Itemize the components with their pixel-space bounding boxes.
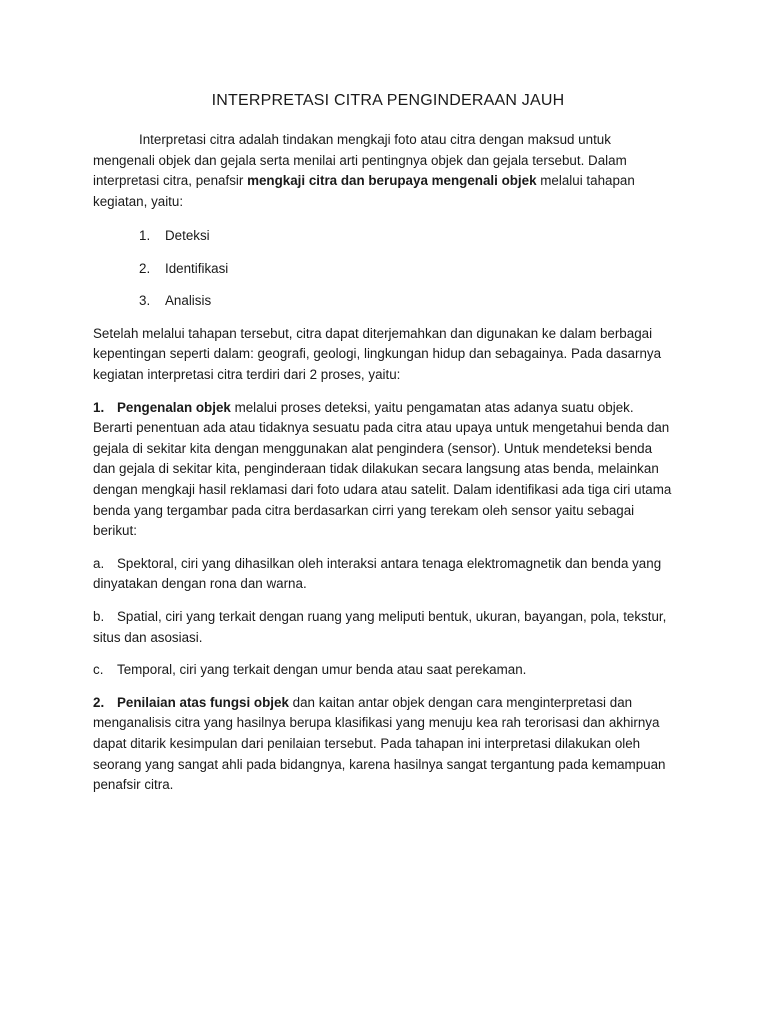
section-1-number: 1. xyxy=(93,399,105,415)
subitem-label: b. xyxy=(93,609,105,624)
intro-paragraph xyxy=(93,130,673,212)
subitem-label: c. xyxy=(93,662,104,678)
subitem-label: a. xyxy=(93,555,105,571)
step-number: 3. xyxy=(139,293,151,309)
section-1-paragraph xyxy=(93,398,673,542)
intro-text-b: melalui tahapan kegiatan, yaitu: xyxy=(93,173,635,209)
document-page xyxy=(93,92,673,808)
subitem-a xyxy=(93,554,673,595)
document-title: INTERPRETASI CITRA PENGINDERAAN JAUH xyxy=(211,92,565,109)
steps-list xyxy=(93,226,673,311)
after-steps-paragraph: Setelah melalui tahapan tersebut, citra dapat diterjemahkan dan digunakan ke dalam berbagai kepentingan seperti dalam: geografi, geologi, lingkungan hidup dan sebagainya. Pada dasarnya kegiatan interpretasi citra terdiri dari 2 proses, yaitu: xyxy=(93,325,662,383)
section-2-bold: Penilaian atas fungsi objek xyxy=(117,694,289,710)
intro-text-a: Interpretasi citra adalah tindakan mengkaji foto atau citra dengan maksud untuk mengenali objek dan gejala serta menilai arti pentingnya objek dan gejala tersebut. Dalam interpretasi citra, penafsir xyxy=(93,132,627,189)
subitem-b xyxy=(93,607,673,648)
step-label: Identifikasi xyxy=(165,260,229,276)
intro-bold: mengkaji citra dan berupaya mengenali objek xyxy=(247,173,537,189)
section-2-number: 2. xyxy=(93,694,105,710)
list-item xyxy=(139,291,673,311)
subitem-c xyxy=(93,660,673,681)
step-label: Analisis xyxy=(165,293,212,309)
step-label: Deteksi xyxy=(165,228,210,244)
list-item xyxy=(139,226,673,246)
step-number: 1. xyxy=(139,228,151,244)
section-1-text: melalui proses deteksi, yaitu pengamatan atas adanya suatu objek. Berarti penentuan ada atau tidaknya sesuatu pada citra atau upaya untuk mengetahui benda dan gejala di sekitar kita dengan menggunakan alat pengindera (sensor). Untuk mendeteksi benda dan gejala di sekitar kita, penginderaan tidak dilakukan secara langsung atas benda, melainkan dengan mengkaji hasil reklamasi dari foto udara atau satelit. Dalam identifikasi ada tiga ciri utama benda yang tergambar pada citra berdasarkan cirri yang terekam oleh sensor yaitu sebagai berikut: xyxy=(93,399,672,539)
section-1-bold: Pengenalan objek xyxy=(117,399,231,415)
section-2-paragraph xyxy=(93,693,673,796)
section-2-text: dan kaitan antar objek dengan cara menginterpretasi dan menganalisis citra yang hasilnya berupa klasifikasi yang menuju kea rah terorisasi dan akhirnya dapat ditarik kesimpulan dari penilaian tersebut. Pada tahapan ini interpretasi dilakukan oleh seorang yang sangat ahli pada bidangnya, karena hasilnya sangat tergantung pada kemampuan penafsir citra. xyxy=(93,694,666,793)
subitem-text: Spatial, ciri yang terkait dengan ruang yang meliputi bentuk, ukuran, bayangan, pola, tekstur, situs dan asosiasi. xyxy=(93,609,667,645)
subitem-text: Temporal, ciri yang terkait dengan umur benda atau saat perekaman. xyxy=(117,662,527,678)
list-item xyxy=(139,259,673,279)
subitem-text: Spektoral, ciri yang dihasilkan oleh interaksi antara tenaga elektromagnetik dan benda yang dinyatakan dengan rona dan warna. xyxy=(93,555,662,592)
step-number: 2. xyxy=(139,260,151,276)
